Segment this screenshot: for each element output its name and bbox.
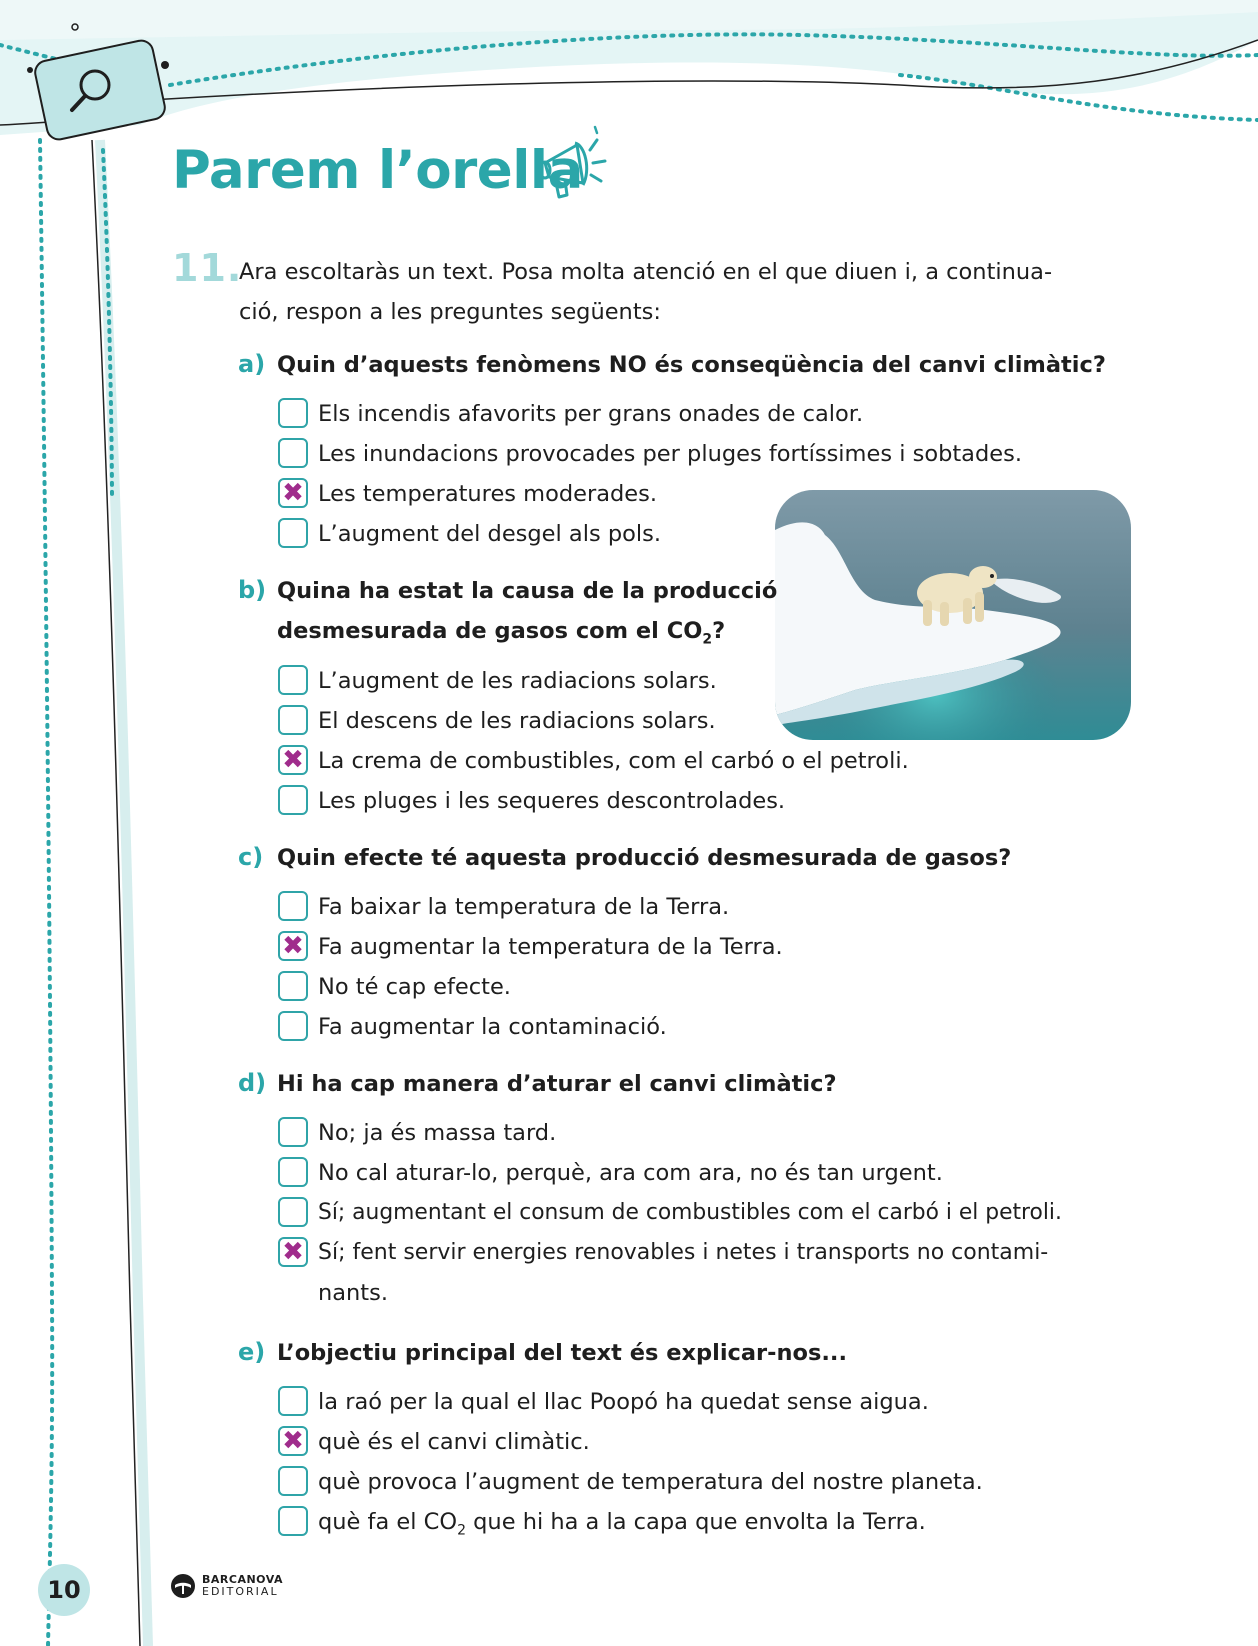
checkbox-b-1[interactable] <box>278 665 308 695</box>
option-d-1: No; ja és massa tard. <box>318 1120 557 1146</box>
checkbox-e-1[interactable] <box>278 1386 308 1416</box>
question-b-mark: ? <box>712 618 726 644</box>
checkbox-e-2[interactable] <box>278 1426 308 1456</box>
question-e-text: L’objectiu principal del text és explicar-nos... <box>277 1340 848 1366</box>
page-title <box>172 140 583 201</box>
option-e-1: la raó per la qual el llac Poopó ha quedat sense aigua. <box>318 1389 929 1415</box>
option-c-1: Fa baixar la temperatura de la Terra. <box>318 894 730 920</box>
intro-line-1: Ara escoltaràs un text. Posa molta atenció en el que diuen i, a continua- <box>239 259 1053 285</box>
question-b-letter: b) <box>238 576 267 604</box>
option-e-4 <box>318 1509 926 1539</box>
page-title-text: Parem l’orella <box>172 140 583 201</box>
checkbox-c-1[interactable] <box>278 891 308 921</box>
option-b-1: L’augment de les radiacions solars. <box>318 668 717 694</box>
checkbox-c-3[interactable] <box>278 971 308 1001</box>
page-number: 10 <box>38 1564 90 1616</box>
question-b-line-2 <box>277 618 725 648</box>
publisher-logo <box>170 1573 283 1599</box>
checkbox-d-3[interactable] <box>278 1197 308 1227</box>
option-b-3: La crema de combustibles, com el carbó o el petroli. <box>318 748 909 774</box>
checkbox-d-4[interactable] <box>278 1237 308 1267</box>
question-d-letter: d) <box>238 1069 267 1097</box>
polar-bear-photo <box>775 490 1131 740</box>
megaphone-icon <box>535 125 625 205</box>
checkbox-a-1[interactable] <box>278 398 308 428</box>
checkbox-e-4[interactable] <box>278 1506 308 1536</box>
question-e-letter: e) <box>238 1338 266 1366</box>
checkbox-d-2[interactable] <box>278 1157 308 1187</box>
option-c-2: Fa augmentar la temperatura de la Terra. <box>318 934 783 960</box>
option-a-2: Les inundacions provocades per pluges fortíssimes i sobtades. <box>318 441 1022 467</box>
question-a-text: Quin d’aquests fenòmens NO és conseqüència del canvi climàtic? <box>277 352 1106 378</box>
co2-subscript: 2 <box>457 1522 466 1539</box>
checkbox-b-2[interactable] <box>278 705 308 735</box>
checkbox-a-3[interactable] <box>278 478 308 508</box>
question-c-text: Quin efecte té aquesta producció desmesurada de gasos? <box>277 845 1012 871</box>
option-d-3: Sí; augmentant el consum de combustibles com el carbó i el petroli. <box>318 1200 1062 1225</box>
question-b-line-1: Quina ha estat la causa de la producció <box>277 578 778 604</box>
option-d-4-cont: nants. <box>318 1280 389 1306</box>
check-mark-icon: ✖ <box>282 930 304 961</box>
checkbox-c-4[interactable] <box>278 1011 308 1041</box>
checkbox-b-4[interactable] <box>278 785 308 815</box>
checkbox-b-3[interactable] <box>278 745 308 775</box>
option-e-2: què és el canvi climàtic. <box>318 1429 590 1455</box>
publisher-name: BARCANOVA <box>202 1573 283 1586</box>
option-d-4: Sí; fent servir energies renovables i netes i transports no contami- <box>318 1240 1049 1265</box>
check-mark-icon: ✖ <box>282 744 304 775</box>
option-e-4-text: què fa el CO <box>318 1509 458 1535</box>
publisher-subtitle: EDITORIAL <box>202 1585 279 1598</box>
exercise-intro <box>239 252 1139 332</box>
option-e-4-text-after: que hi ha a la capa que envolta la Terra. <box>466 1509 926 1535</box>
option-b-2: El descens de les radiacions solars. <box>318 708 716 734</box>
check-mark-icon: ✖ <box>282 477 304 508</box>
question-a-letter: a) <box>238 350 266 378</box>
question-c-letter: c) <box>238 843 264 871</box>
polar-bear-image <box>775 490 1131 740</box>
co2-subscript: 2 <box>702 631 713 648</box>
checkbox-e-3[interactable] <box>278 1466 308 1496</box>
checkbox-a-4[interactable] <box>278 518 308 548</box>
option-e-3: què provoca l’augment de temperatura del nostre planeta. <box>318 1469 983 1495</box>
question-d-text: Hi ha cap manera d’aturar el canvi climàtic? <box>277 1071 837 1097</box>
checkbox-c-2[interactable] <box>278 931 308 961</box>
option-a-4: L’augment del desgel als pols. <box>318 521 662 547</box>
option-a-1: Els incendis afavorits per grans onades de calor. <box>318 401 864 427</box>
option-c-4: Fa augmentar la contaminació. <box>318 1014 667 1040</box>
exercise-number: 11. <box>172 246 243 290</box>
checkbox-d-1[interactable] <box>278 1117 308 1147</box>
option-d-2: No cal aturar-lo, perquè, ara com ara, no és tan urgent. <box>318 1160 943 1186</box>
intro-line-2: ció, respon a les preguntes següents: <box>239 299 661 325</box>
publisher-logo-icon <box>170 1573 196 1599</box>
option-b-4: Les pluges i les sequeres descontrolades. <box>318 788 786 814</box>
option-c-3: No té cap efecte. <box>318 974 511 1000</box>
check-mark-icon: ✖ <box>282 1425 304 1456</box>
option-a-3: Les temperatures moderades. <box>318 481 658 507</box>
checkbox-a-2[interactable] <box>278 438 308 468</box>
check-mark-icon: ✖ <box>282 1236 304 1267</box>
question-b-line-2-text: desmesurada de gasos com el CO <box>277 618 703 644</box>
